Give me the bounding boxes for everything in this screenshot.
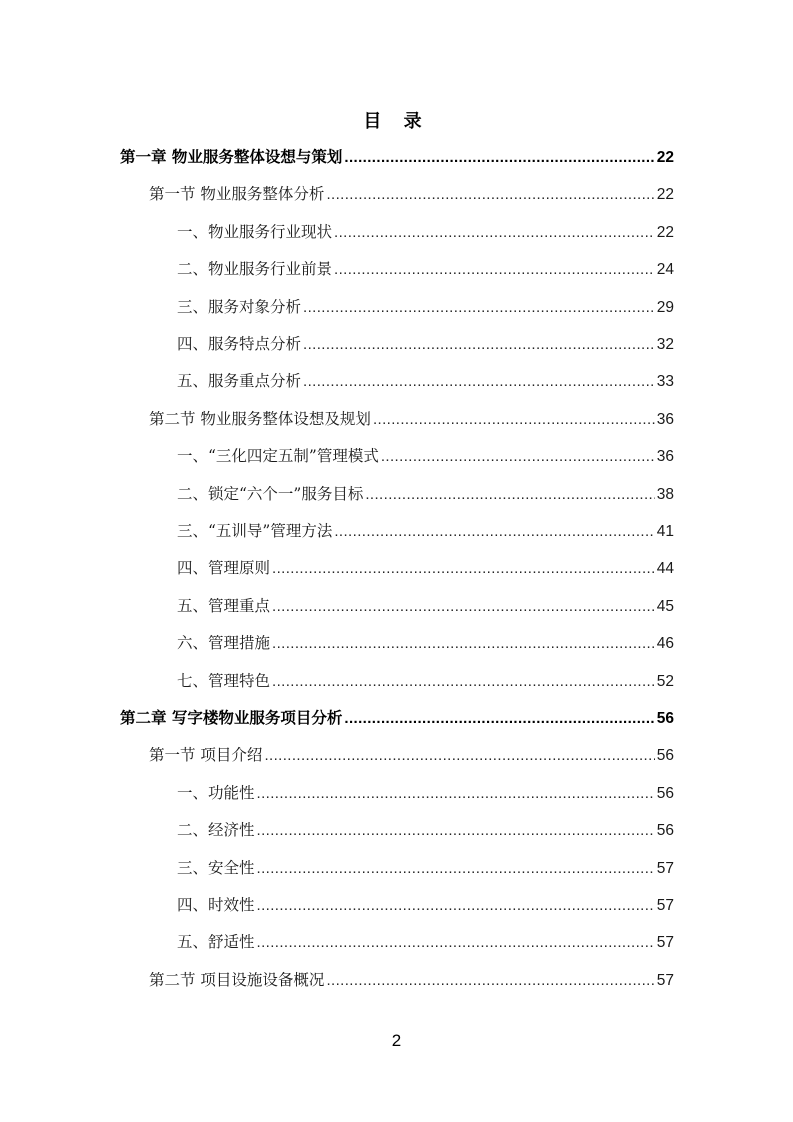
- toc-entry-section[interactable]: [149, 405, 674, 433]
- toc-entry-page: 52: [656, 672, 674, 690]
- toc-entry-page: 38: [656, 485, 674, 503]
- toc-entry-item[interactable]: [177, 854, 674, 882]
- toc-entry-section[interactable]: [149, 966, 674, 994]
- toc-entry-item[interactable]: [177, 779, 674, 807]
- toc-entry-page: 57: [656, 971, 674, 989]
- toc-entry-page: 24: [656, 261, 674, 279]
- toc-entry-page: 57: [656, 934, 674, 952]
- toc-entry-label: 四、服务特点分析: [177, 335, 302, 353]
- toc-entry-item[interactable]: [177, 330, 674, 358]
- toc-entry-item[interactable]: [177, 667, 674, 695]
- page-number: 2: [391, 1031, 402, 1050]
- toc-entry-label: 一、功能性: [177, 783, 255, 802]
- toc-entry-label: 五、管理重点: [177, 596, 271, 615]
- toc-entry-page: 57: [656, 897, 674, 914]
- toc-entry-page: 57: [656, 859, 674, 877]
- toc-entry-item[interactable]: [177, 480, 674, 508]
- dot-leader: [303, 294, 655, 322]
- toc-entry-page: 56: [656, 747, 674, 765]
- dot-leader: [303, 368, 655, 396]
- dot-leader: [381, 443, 655, 471]
- dot-leader: [334, 518, 654, 546]
- toc-entry-item[interactable]: [177, 816, 674, 844]
- dot-leader: [272, 630, 655, 658]
- toc-entry-item[interactable]: [177, 255, 674, 283]
- toc-entry-item[interactable]: [177, 218, 674, 246]
- dot-leader: [334, 256, 655, 284]
- dot-leader: [344, 144, 654, 172]
- toc-entry-label: 三、服务对象分析: [177, 297, 302, 316]
- toc-entry-item[interactable]: [177, 367, 674, 395]
- toc-entry-page: 56: [656, 822, 674, 840]
- dot-leader: [272, 593, 655, 621]
- toc-entry-label: 五、服务重点分析: [177, 372, 302, 391]
- toc-entry-label: 一、物业服务行业现状: [177, 222, 333, 241]
- toc-entry-page: 45: [656, 597, 674, 615]
- dot-leader: [257, 780, 655, 808]
- toc-entry-label: 四、时效性: [177, 896, 255, 914]
- toc-entry-page: 46: [656, 635, 674, 653]
- toc-entry-label: 第一节 物业服务整体分析: [149, 185, 325, 204]
- toc-entry-page: 33: [656, 373, 674, 391]
- dot-leader: [365, 481, 654, 509]
- toc-entry-label: 第一章 物业服务整体设想与策划: [120, 148, 343, 166]
- dot-leader: [303, 331, 655, 359]
- dot-leader: [257, 855, 655, 883]
- toc-entry-chapter-2[interactable]: [120, 704, 674, 732]
- toc-entry-item[interactable]: [177, 592, 674, 620]
- toc-entry-label: 三、安全性: [177, 858, 255, 877]
- dot-leader: [257, 817, 655, 845]
- toc-entry-label: 五、舒适性: [177, 933, 255, 952]
- dot-leader: [272, 555, 655, 583]
- toc-entry-item[interactable]: [177, 629, 674, 657]
- toc-entry-item[interactable]: [177, 293, 674, 321]
- dot-leader: [257, 892, 655, 920]
- toc-title: 目 录: [363, 111, 430, 132]
- toc-entry-label: 一、“三化四定五制”管理模式: [177, 447, 379, 466]
- toc-entry-item[interactable]: [177, 442, 674, 470]
- dot-leader: [344, 705, 654, 733]
- dot-leader: [257, 929, 655, 957]
- toc-entry-label: 第二节 物业服务整体设想及规划: [149, 409, 371, 428]
- toc-entry-section[interactable]: [149, 741, 674, 769]
- toc-entry-page: 44: [656, 560, 674, 578]
- toc-entry-page: 36: [656, 448, 674, 466]
- toc-entry-label: 第二节 项目设施设备概况: [149, 970, 325, 989]
- dot-leader: [326, 181, 654, 209]
- toc-entry-page: 22: [656, 186, 674, 204]
- toc-entry-label: 二、锁定“六个一”服务目标: [177, 484, 364, 503]
- toc-entry-label: 二、物业服务行业前景: [177, 260, 333, 279]
- toc-entry-label: 二、经济性: [177, 821, 255, 840]
- dot-leader: [326, 967, 654, 995]
- toc-entry-section[interactable]: [149, 180, 674, 208]
- toc-entry-item[interactable]: [177, 554, 674, 582]
- toc-entry-item[interactable]: [177, 928, 674, 956]
- toc-entry-page: 29: [656, 298, 674, 316]
- toc-entry-label: 第二章 写字楼物业服务项目分析: [120, 709, 343, 727]
- dot-leader: [272, 668, 655, 696]
- toc-entry-label: 四、管理原则: [177, 559, 271, 578]
- toc-entry-chapter-1[interactable]: [120, 143, 674, 171]
- toc-entry-item[interactable]: [177, 517, 674, 545]
- toc-entry-item[interactable]: [177, 891, 674, 919]
- toc-entry-label: 三、“五训导”管理方法: [177, 522, 333, 540]
- toc-entry-label: 六、管理措施: [177, 634, 271, 653]
- toc-entry-label: 七、管理特色: [177, 671, 271, 690]
- dot-leader: [373, 406, 655, 434]
- toc-entry-label: 第一节 项目介绍: [149, 746, 263, 765]
- toc-entry-page: 32: [656, 336, 674, 353]
- toc-entry-page: 41: [656, 523, 674, 540]
- dot-leader: [334, 219, 655, 247]
- toc-entry-page: 36: [656, 410, 674, 428]
- toc-entry-page: 56: [656, 710, 674, 727]
- toc-entry-page: 22: [656, 149, 674, 166]
- dot-leader: [264, 742, 654, 770]
- toc-entry-page: 56: [656, 784, 674, 802]
- toc-entry-page: 22: [656, 223, 674, 241]
